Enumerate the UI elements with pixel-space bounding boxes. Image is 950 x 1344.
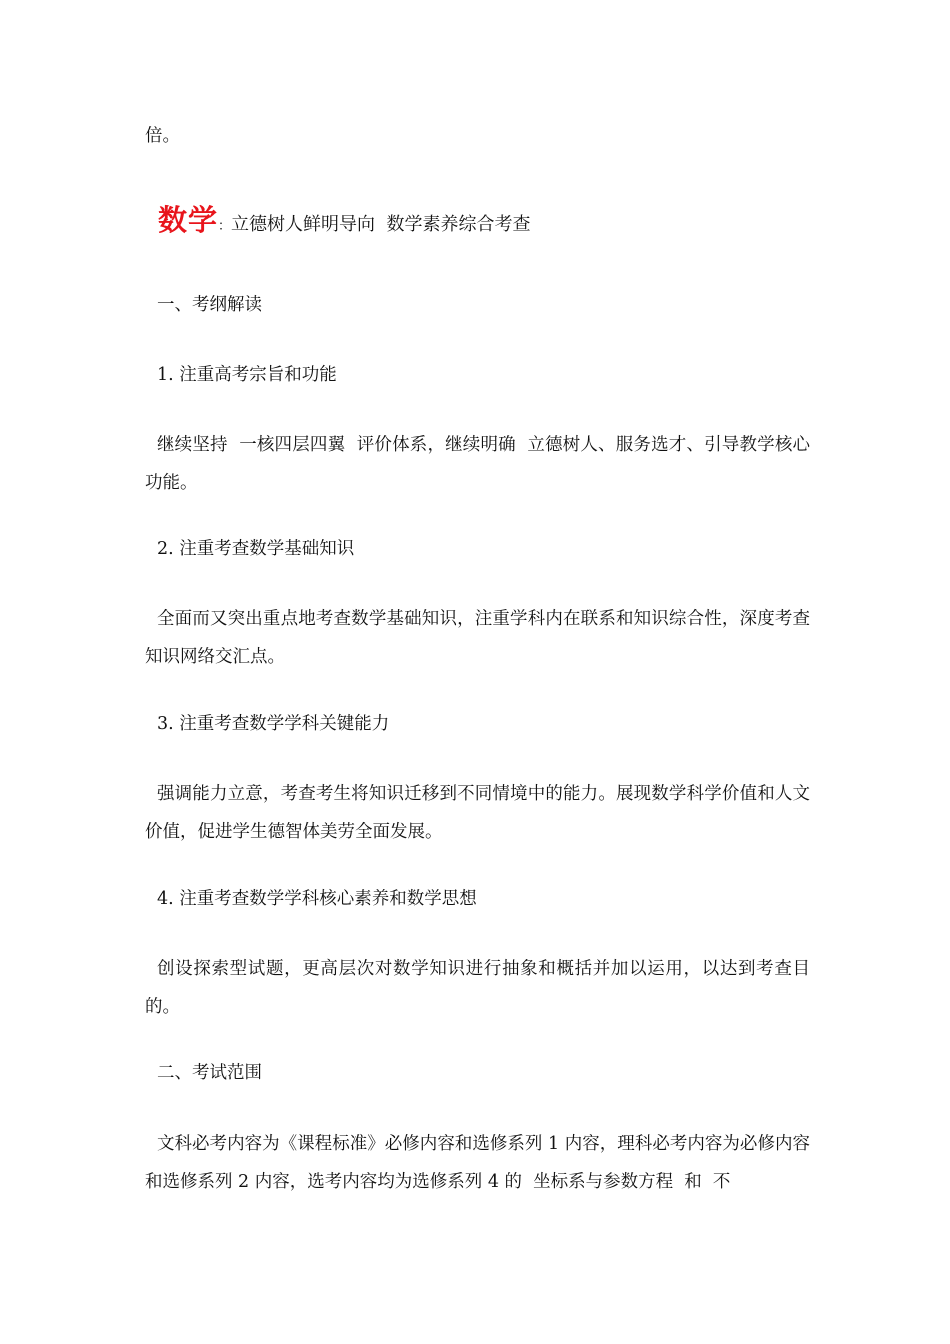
section-title-2: 二、考试范围	[157, 1063, 262, 1083]
item-3-title: 3. 注重考查数学学科关键能力	[157, 714, 390, 734]
item-3-body: 强调能力立意，考查考生将知识迁移到不同情境中的能力。展现数学科学价值和人文价值，促进学生德智体美劳全面发展。	[145, 784, 810, 842]
item-1-title: 1. 注重高考宗旨和功能	[157, 365, 337, 385]
item-1-body: 继续坚持 一核四层四翼 评价体系，继续明确 立德树人、服务选才、引导教学核心功能。	[145, 435, 810, 493]
section-title-1: 一、考纲解读	[157, 295, 262, 315]
heading-separator: ：	[218, 219, 232, 234]
continuation-text: 倍。	[145, 126, 180, 146]
item-2-body: 全面而又突出重点地考查数学基础知识，注重学科内在联系和知识综合性，深度考查知识网络交汇点。	[145, 609, 810, 667]
heading-subtitle: 立德树人鲜明导向 数学素养综合考查	[231, 214, 531, 235]
item-4-title: 4. 注重考查数学学科核心素养和数学思想	[157, 889, 477, 909]
item-2-title: 2. 注重考查数学基础知识	[157, 539, 355, 559]
section-2-body: 文科必考内容为《课程标准》必修内容和选修系列 1 内容，理科必考内容为必修内容和选修系列 2 内容，选考内容均为选修系列 4 的 坐标系与参数方程 和 不	[145, 1134, 810, 1192]
subject-title: 数学	[158, 203, 219, 237]
section-heading	[158, 198, 530, 239]
item-4-body: 创设探索型试题，更高层次对数学知识进行抽象和概括并加以运用，以达到考查目的。	[145, 959, 810, 1017]
